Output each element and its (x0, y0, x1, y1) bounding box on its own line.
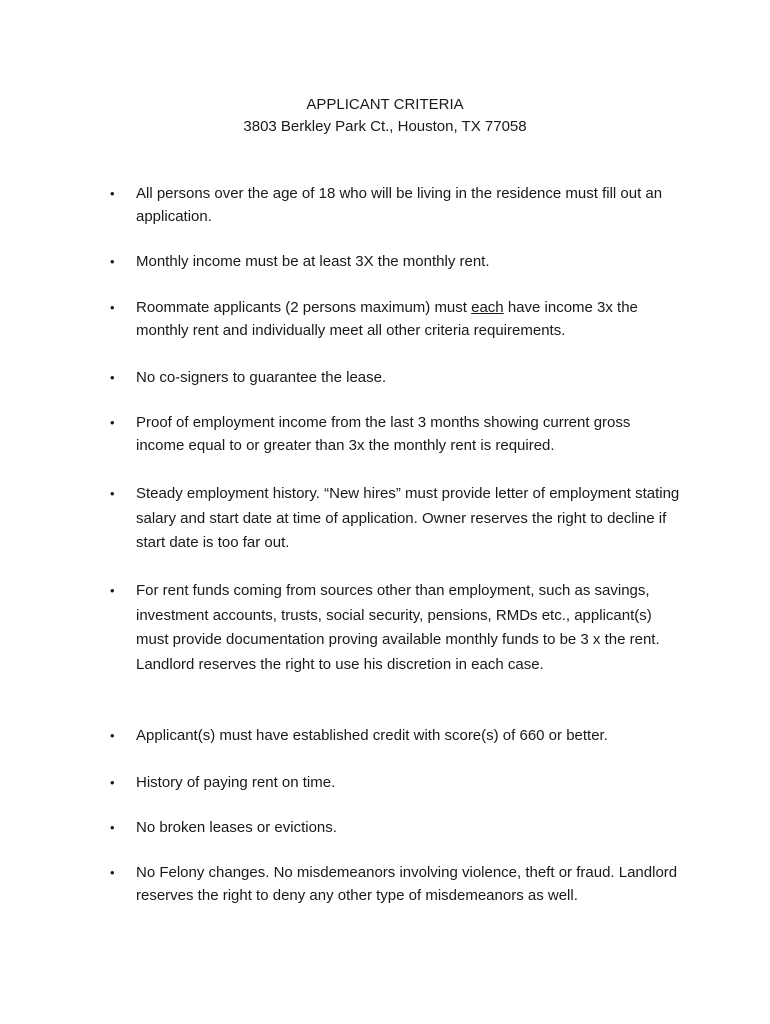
bullet-icon: • (110, 415, 115, 430)
criteria-text: Steady employment history. “New hires” must provide letter of employment stating salary and start date at time of application. Owner reserves the right to decline if start date is too far out. (136, 485, 680, 551)
criteria-text: Monthly income must be at least 3X the monthly rent. (136, 253, 490, 270)
criteria-item-no-cosigners (110, 366, 680, 389)
bullet-icon: • (110, 254, 115, 269)
document-title: APPLICANT CRITERIA (306, 96, 464, 113)
criteria-text: Applicant(s) must have established credit with score(s) of 660 or better. (136, 727, 608, 744)
criteria-item-persons-over-18 (110, 182, 680, 228)
criteria-text: History of paying rent on time. (136, 774, 336, 791)
criteria-text (136, 296, 680, 342)
criteria-item-other-funds (110, 579, 680, 677)
criteria-text: No Felony changes. No misdemeanors involving violence, theft or fraud. Landlord reserves the right to deny any other type of misdemeanors as well. (136, 864, 678, 904)
bullet-icon: • (110, 583, 115, 598)
bullet-icon: • (110, 186, 115, 201)
bullet-icon: • (110, 486, 115, 501)
bullet-icon: • (110, 370, 115, 385)
criteria-text: No broken leases or evictions. (136, 819, 337, 836)
bullet-icon: • (110, 865, 115, 880)
bullet-icon: • (110, 820, 115, 835)
bullet-icon: • (110, 728, 115, 743)
criteria-item-no-evictions (110, 816, 680, 839)
emphasis-each: each (471, 299, 504, 316)
criteria-item-employment-history (110, 482, 680, 556)
criteria-item-monthly-income (110, 250, 680, 273)
criteria-text-start: Roommate applicants (2 persons maximum) must (136, 299, 472, 316)
criteria-item-rent-history (110, 771, 680, 794)
property-address: 3803 Berkley Park Ct., Houston, TX 77058 (243, 118, 527, 135)
criteria-item-credit-score (110, 724, 680, 747)
bullet-icon: • (110, 300, 115, 315)
criteria-text: All persons over the age of 18 who will be living in the residence must fill out an application. (136, 185, 663, 225)
bullet-icon: • (110, 775, 115, 790)
criteria-text-end: have income 3x the monthly rent and individually meet all other criteria requirements. (136, 299, 638, 339)
criteria-item-roommates (110, 296, 680, 342)
criteria-item-proof-of-income (110, 411, 680, 457)
criteria-text: No co-signers to guarantee the lease. (136, 369, 387, 386)
criteria-text: For rent funds coming from sources other than employment, such as savings, investment accounts, trusts, social security, pensions, RMDs etc., applicant(s) must provide documentation proving available monthly funds to be 3 x the rent. Landlord reserves the right to use his discretion in each case. (136, 582, 660, 673)
criteria-text: Proof of employment income from the last 3 months showing current gross income equal to or greater than 3x the monthly rent is required. (136, 414, 631, 454)
criteria-item-no-felony (110, 861, 680, 907)
document-header (0, 94, 770, 138)
